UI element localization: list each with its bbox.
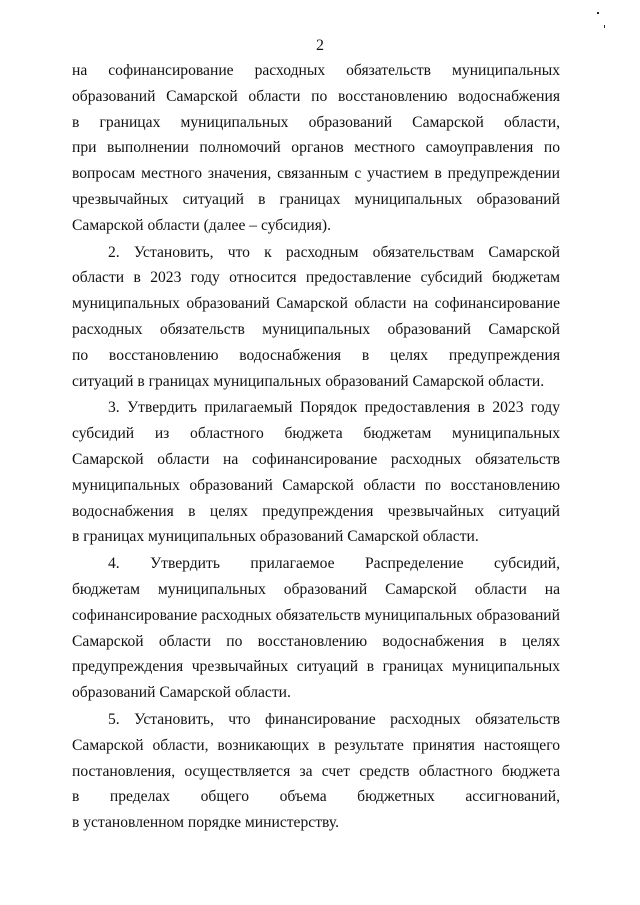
text-line: в установленном порядке министерству. xyxy=(72,814,339,832)
text-line: 4. Утвердить прилагаемое Распределение субсидий, xyxy=(108,555,560,573)
text-line: образований Самарской области. xyxy=(72,684,291,702)
text-line: на софинансирование расходных обязательств муниципальных xyxy=(72,62,560,79)
text-line: муниципальных образований Самарской области на софинансирование xyxy=(72,295,560,313)
text-line: в границах муниципальных образований Самарской области. xyxy=(72,528,479,546)
paragraph-item-2 xyxy=(72,240,560,395)
paragraph-item-4 xyxy=(72,551,560,706)
paragraph-item-3 xyxy=(72,395,560,550)
text-line: софинансирование расходных обязательств муниципальных образований xyxy=(72,606,560,624)
text-line: области в 2023 году относится предоставление субсидий бюджетам xyxy=(72,269,560,287)
document-body xyxy=(72,58,560,837)
text-line: расходных обязательств муниципальных образований Самарской xyxy=(72,320,560,338)
text-line: чрезвычайных ситуаций в границах муниципальных образований xyxy=(72,190,560,208)
text-line: в пределах общего объема бюджетных ассигнований, xyxy=(72,788,560,806)
scan-speck xyxy=(604,25,605,28)
text-line: предупреждения чрезвычайных ситуаций в границах муниципальных xyxy=(72,658,560,676)
text-line: постановления, осуществляется за счет средств областного бюджета xyxy=(72,762,560,780)
text-line: 5. Установить, что финансирование расходных обязательств xyxy=(108,710,560,728)
text-line: Самарской области по восстановлению водоснабжения в целях xyxy=(72,632,560,650)
scan-speck xyxy=(597,12,599,14)
text-line: Самарской области (далее – субсидия). xyxy=(72,216,332,234)
text-line: 3. Утвердить прилагаемый Порядок предоставления в 2023 году xyxy=(108,399,560,417)
text-line: бюджетам муниципальных образований Самарской области на xyxy=(72,580,560,598)
text-line: 2. Установить, что к расходным обязательствам Самарской xyxy=(108,243,560,261)
text-line: по восстановлению водоснабжения в целях предупреждения xyxy=(72,346,560,364)
text-line: субсидий из областного бюджета бюджетам муниципальных xyxy=(72,425,560,443)
text-line: вопросам местного значения, связанным с участием в предупреждении xyxy=(72,165,560,183)
paragraph-item-5 xyxy=(72,707,560,836)
text-line: муниципальных образований Самарской области по восстановлению xyxy=(72,476,560,494)
text-line: образований Самарской области по восстановлению водоснабжения xyxy=(72,87,560,105)
text-line: Самарской области, возникающих в результате принятия настоящего xyxy=(72,736,560,754)
paragraph-continuation xyxy=(72,58,560,239)
page-number: 2 xyxy=(316,37,324,54)
text-line: водоснабжения в целях предупреждения чрезвычайных ситуаций xyxy=(72,502,560,520)
text-line: при выполнении полномочий органов местного самоуправления по xyxy=(72,139,560,157)
text-line: Самарской области на софинансирование расходных обязательств xyxy=(72,450,560,468)
text-line: в границах муниципальных образований Самарской области, xyxy=(72,113,560,131)
text-line: ситуаций в границах муниципальных образований Самарской области. xyxy=(72,372,545,390)
